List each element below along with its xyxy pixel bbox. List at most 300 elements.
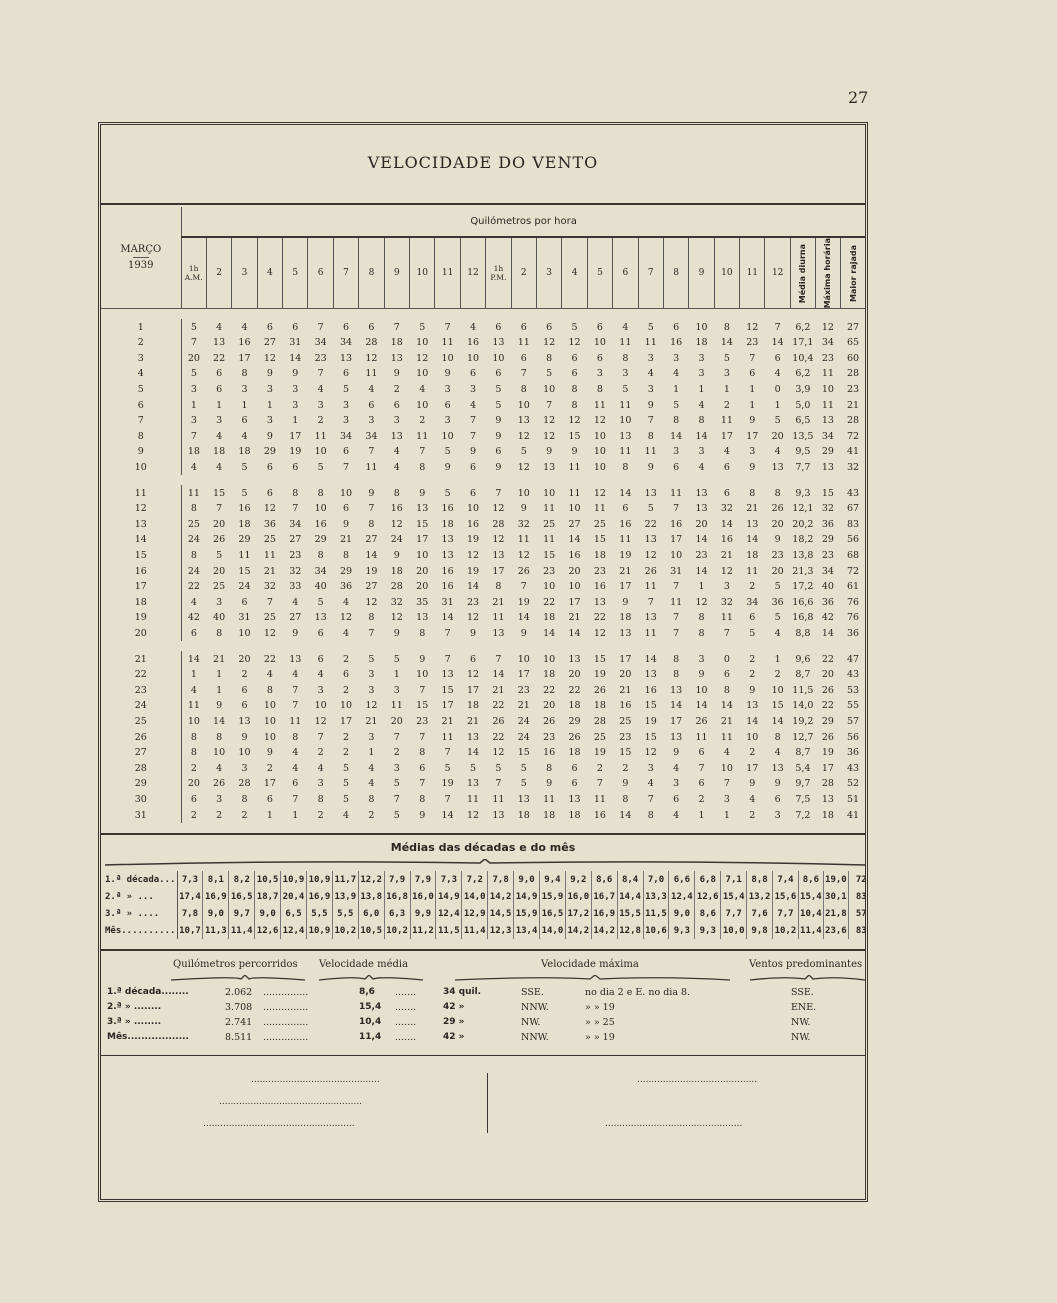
hour-value: 32 [517, 518, 530, 530]
hour-value: 9 [495, 430, 502, 442]
hour-value: 11 [441, 337, 454, 349]
hour-value: 10 [746, 731, 759, 743]
hour-value: 14 [441, 809, 454, 821]
hour-value: 34 [746, 596, 759, 608]
max-gust: 83 [846, 518, 860, 530]
spacer-row [101, 309, 866, 320]
hour-value: 2 [241, 669, 248, 681]
hour-value: 14 [568, 534, 581, 546]
hour-value: 34 [365, 430, 378, 442]
hour-value: 13 [441, 550, 454, 562]
hour-value: 8 [546, 352, 553, 364]
hour-value: 14 [670, 430, 683, 442]
hour-value: 14 [771, 715, 784, 727]
average-value: 9,0 [514, 871, 540, 888]
day-number: 30 [101, 792, 181, 808]
hour-value: 13 [492, 550, 505, 562]
average-mean: 8,6 [798, 871, 823, 888]
summary-header: Velocidade máxima [541, 959, 639, 970]
hour-value: 9 [444, 462, 451, 474]
day-number: 22 [101, 667, 181, 683]
hour-value: 7 [419, 731, 426, 743]
hour-header: 12 [765, 237, 790, 309]
average-max: 23,6 [823, 922, 848, 939]
hour-value: 16 [670, 337, 683, 349]
hour-value: 4 [647, 368, 654, 380]
hour-value: 4 [673, 809, 680, 821]
hour-value: 13 [238, 715, 251, 727]
hour-value: 6 [292, 321, 299, 333]
hour-value: 7 [723, 627, 730, 639]
hourly-max: 29 [821, 715, 834, 727]
hour-value: 19 [517, 596, 530, 608]
hour-value: 1 [292, 809, 299, 821]
average-value: 13,8 [358, 888, 384, 905]
hour-value: 11 [441, 731, 454, 743]
table-row [101, 729, 866, 745]
summary-row-label: Mês.................. [107, 1032, 189, 1042]
average-value: 12,2 [358, 871, 384, 888]
hour-value: 2 [190, 809, 197, 821]
day-number: 4 [101, 366, 181, 382]
hour-value: 7 [419, 684, 426, 696]
hour-value: 36 [339, 581, 353, 593]
hour-value: 7 [190, 430, 197, 442]
hour-value: 3 [343, 399, 350, 411]
daily-mean: 11,5 [792, 684, 814, 696]
hour-value: 13 [466, 731, 480, 743]
hour-header: 7 [333, 237, 358, 309]
hour-value: 10 [492, 352, 505, 364]
table-row [101, 397, 866, 413]
hour-value: 13 [416, 503, 429, 515]
hour-value: 8 [393, 487, 400, 499]
hour-value: 5 [190, 321, 197, 333]
hour-value: 7 [774, 321, 781, 333]
hour-header: 5 [283, 237, 308, 309]
hour-header: 1h A.M. [181, 237, 206, 309]
hourly-max: 13 [821, 415, 834, 427]
hour-value: 16 [670, 518, 683, 530]
hour-value: 7 [292, 684, 299, 696]
hour-value: 6 [596, 321, 603, 333]
hour-value: 10 [238, 627, 251, 639]
divider [101, 949, 865, 951]
hour-value: 23 [746, 337, 759, 349]
hour-value: 9 [546, 446, 553, 458]
hour-value: 2 [749, 747, 756, 759]
hour-value: 8 [368, 518, 375, 530]
hourly-max: 26 [821, 731, 834, 743]
hour-value: 15 [441, 684, 454, 696]
day-number: 9 [101, 444, 181, 460]
average-value: 8,8 [747, 871, 773, 888]
table-row [101, 667, 866, 683]
average-value: 16,9 [591, 905, 617, 922]
hour-value: 6 [469, 487, 477, 499]
hour-value: 24 [390, 534, 403, 546]
hour-header: 11 [435, 237, 460, 309]
max-gust: 67 [846, 503, 860, 515]
hour-value: 22 [187, 581, 200, 593]
brace-rule [105, 859, 865, 867]
hourly-max: 17 [821, 762, 834, 774]
hour-value: 7 [520, 581, 527, 593]
hour-value: 6 [368, 321, 375, 333]
hour-value: 12 [517, 550, 530, 562]
km-travelled: 2.741 [225, 1017, 253, 1028]
hour-value: 3 [216, 793, 223, 805]
hour-value: 2 [749, 669, 756, 681]
table-row [101, 319, 866, 335]
hour-value: 3 [216, 415, 223, 427]
max-speed-day: » » 19 [585, 1032, 615, 1043]
hour-value: 3 [444, 415, 451, 427]
hour-value: 13 [314, 612, 327, 624]
hour-value: 9 [749, 778, 756, 790]
hour-value: 8 [292, 731, 299, 743]
average-value: 17,2 [565, 905, 591, 922]
daily-mean: 12,7 [792, 731, 814, 743]
hour-value: 13 [644, 612, 657, 624]
average-gust: 57 [855, 908, 867, 919]
hour-value: 9 [241, 731, 248, 743]
hour-value: 16 [238, 503, 251, 515]
hour-value: 14 [695, 565, 708, 577]
hour-value: 3 [673, 778, 680, 790]
average-value: 13,2 [747, 888, 773, 905]
average-value: 5,5 [306, 905, 332, 922]
hour-value: 10 [314, 700, 327, 712]
hour-value: 3 [266, 384, 273, 396]
hour-value: 13 [568, 653, 581, 665]
hour-value: 22 [492, 731, 505, 743]
hour-value: 25 [619, 715, 632, 727]
dot-leader: .......................................... [637, 1075, 758, 1085]
hour-value: 14 [517, 612, 530, 624]
hour-value: 5 [368, 653, 375, 665]
hour-header: 6 [613, 237, 638, 309]
hour-value: 36 [263, 518, 276, 530]
average-value: 15,5 [617, 905, 643, 922]
hour-value: 11 [543, 503, 556, 515]
table-row [101, 807, 866, 823]
hour-value: 12 [568, 337, 581, 349]
hour-value: 8 [698, 627, 705, 639]
hour-value: 3 [749, 446, 756, 458]
hour-value: 10 [695, 321, 708, 333]
hour-value: 9 [266, 430, 273, 442]
dot-leader: ..................................................... [203, 1119, 355, 1129]
hour-value: 4 [393, 462, 400, 474]
max-speed: 34 quil. [443, 987, 482, 997]
hour-header: 8 [663, 237, 688, 309]
hour-value: 12 [263, 352, 276, 364]
day-number: 28 [101, 760, 181, 776]
hour-value: 16 [466, 337, 480, 349]
hour-value: 5 [723, 352, 730, 364]
hour-value: 14 [695, 700, 708, 712]
hour-value: 12 [365, 352, 378, 364]
hour-value: 8 [622, 462, 629, 474]
hourly-max: 34 [821, 565, 834, 577]
hour-value: 11 [670, 487, 683, 499]
hour-value: 6 [749, 368, 756, 380]
hour-value: 13 [466, 778, 480, 790]
hour-value: 42 [187, 612, 200, 624]
hourly-max: 40 [821, 581, 834, 593]
hour-value: 21 [517, 700, 530, 712]
hour-value: 9 [343, 518, 350, 530]
hour-value: 21 [263, 565, 276, 577]
spacer [101, 823, 866, 833]
hour-value: 14 [695, 430, 708, 442]
hour-value: 8 [723, 321, 730, 333]
hour-value: 11 [593, 399, 606, 411]
max-direction: SSE. [521, 987, 544, 998]
hour-value: 34 [339, 430, 353, 442]
max-gust: 32 [846, 462, 860, 474]
extra-col-header [790, 237, 815, 309]
max-gust: 51 [846, 793, 860, 805]
hour-value: 6 [723, 487, 730, 499]
hourly-max: 13 [821, 793, 834, 805]
hour-header: 4 [562, 237, 587, 309]
hour-value: 27 [568, 518, 581, 530]
hour-value: 15 [543, 550, 556, 562]
hour-value: 17 [746, 762, 759, 774]
hourly-max: 23 [821, 550, 834, 562]
hour-value: 13 [593, 596, 606, 608]
hour-value: 16 [720, 534, 733, 546]
hour-value: 11 [593, 503, 606, 515]
daily-mean: 18,2 [792, 534, 814, 546]
average-value: 15,9 [539, 888, 565, 905]
hour-value: 13 [441, 669, 454, 681]
average-value: 9,0 [669, 905, 695, 922]
hour-value: 12 [746, 321, 759, 333]
daily-mean: 8,8 [795, 627, 811, 639]
average-value: 12,4 [669, 888, 695, 905]
hourly-max: 34 [821, 337, 834, 349]
hour-value: 9 [647, 462, 654, 474]
average-value: 6,6 [669, 871, 695, 888]
hour-value: 11 [644, 446, 657, 458]
average-value: 9,4 [539, 871, 565, 888]
hour-value: 26 [213, 534, 226, 546]
page-title: VELOCIDADE DO VENTO [367, 153, 599, 172]
dot-leader: ............... [263, 987, 309, 998]
hour-value: 10 [187, 715, 200, 727]
max-direction: NNW. [521, 1032, 549, 1043]
day-number: 3 [101, 351, 181, 367]
hour-value: 20 [238, 653, 251, 665]
km-travelled: 2.062 [225, 987, 253, 998]
hour-value: 1 [190, 669, 197, 681]
hour-value: 4 [317, 669, 324, 681]
hourly-max: 29 [821, 446, 834, 458]
averages-table [105, 871, 874, 939]
hour-value: 10 [263, 715, 276, 727]
hour-value: 3 [393, 684, 400, 696]
hour-value: 2 [749, 809, 756, 821]
hour-value: 10 [314, 446, 327, 458]
hour-value: 3 [647, 352, 654, 364]
hour-value: 7 [266, 596, 273, 608]
hour-value: 1 [698, 809, 705, 821]
average-value: 17,4 [177, 888, 203, 905]
max-gust: 41 [846, 446, 860, 458]
hour-value: 6 [673, 462, 680, 474]
daily-mean: 6,2 [795, 368, 811, 380]
hour-value: 10 [568, 581, 581, 593]
average-value: 12,4 [436, 905, 462, 922]
hour-value: 12 [593, 487, 606, 499]
daily-mean: 5,4 [795, 762, 811, 774]
average-value: 8,2 [229, 871, 255, 888]
hour-value: 10 [441, 430, 454, 442]
hour-value: 7 [317, 731, 324, 743]
average-value: 16,5 [539, 905, 565, 922]
hour-value: 14 [466, 747, 480, 759]
hour-value: 15 [771, 700, 784, 712]
hour-value: 8 [343, 550, 350, 562]
hour-value: 4 [673, 368, 680, 380]
hour-value: 7 [292, 793, 299, 805]
day-number: 15 [101, 548, 181, 564]
summary-row-label: 2.ª » ........ [107, 1002, 162, 1012]
hour-value: 6 [495, 446, 502, 458]
hour-value: 11 [314, 430, 327, 442]
average-value: 10,5 [255, 871, 281, 888]
average-row [105, 905, 874, 922]
table-row [101, 366, 866, 382]
day-number: 18 [101, 595, 181, 611]
hour-value: 29 [263, 446, 276, 458]
hour-value: 7 [673, 627, 680, 639]
hour-value: 3 [723, 581, 730, 593]
hour-value: 5 [520, 762, 527, 774]
hour-value: 10 [238, 747, 251, 759]
average-value: 16,8 [384, 888, 410, 905]
hour-value: 26 [213, 778, 226, 790]
hour-value: 7 [444, 793, 451, 805]
max-gust: 43 [846, 762, 860, 774]
hour-value: 21 [213, 653, 226, 665]
hour-value: 12 [593, 627, 606, 639]
hour-value: 34 [339, 337, 353, 349]
hour-value: 27 [289, 612, 302, 624]
hour-value: 21 [720, 715, 733, 727]
hourly-max: 13 [821, 462, 834, 474]
hour-value: 17 [670, 534, 683, 546]
daily-mean: 16,6 [792, 596, 814, 608]
hour-value: 3 [317, 399, 324, 411]
hour-value: 4 [469, 321, 477, 333]
hour-header: 10 [410, 237, 435, 309]
hour-value: 9 [698, 669, 705, 681]
average-value: 12,4 [281, 922, 307, 939]
hour-value: 2 [190, 762, 197, 774]
hour-value: 6 [596, 352, 603, 364]
hour-value: 11 [365, 368, 378, 380]
hour-value: 18 [390, 337, 403, 349]
hour-value: 8 [622, 352, 629, 364]
hour-value: 16 [441, 581, 454, 593]
max-gust: 72 [846, 430, 860, 442]
average-value: 10,2 [773, 922, 799, 939]
hour-value: 18 [441, 518, 454, 530]
average-value: 18,7 [255, 888, 281, 905]
hour-header: 7 [638, 237, 663, 309]
hour-value: 20 [771, 565, 784, 577]
hour-value: 19 [593, 669, 606, 681]
hour-header: 9 [689, 237, 714, 309]
max-gust: 76 [846, 612, 860, 624]
summary-header: Quilómetros percorridos [173, 959, 298, 970]
hour-value: 19 [466, 565, 480, 577]
hour-value: 29 [238, 534, 251, 546]
hour-value: 5 [343, 778, 350, 790]
average-label: 1.ª década... [105, 871, 177, 888]
hour-value: 4 [190, 462, 197, 474]
hour-value: 5 [444, 487, 451, 499]
average-value: 14,0 [462, 888, 488, 905]
hour-value: 12 [263, 503, 276, 515]
hour-value: 19 [593, 747, 606, 759]
hour-value: 9 [419, 653, 426, 665]
hour-value: 12 [492, 503, 505, 515]
hour-value: 9 [749, 415, 756, 427]
hour-value: 12 [543, 430, 556, 442]
hour-value: 1 [749, 384, 756, 396]
average-value: 8,1 [203, 871, 229, 888]
mean-speed: 8,6 [359, 987, 375, 997]
hour-value: 19 [289, 446, 302, 458]
hour-value: 10 [593, 462, 606, 474]
hour-value: 8 [622, 793, 629, 805]
hour-value: 20 [416, 581, 429, 593]
hour-value: 8 [190, 550, 197, 562]
hour-value: 10 [593, 337, 606, 349]
year-label: 1939 [128, 260, 154, 272]
hour-value: 13 [670, 684, 683, 696]
hour-value: 7 [444, 321, 451, 333]
average-value: 13,9 [332, 888, 358, 905]
hour-value: 18 [543, 612, 556, 624]
max-speed: 42 » [443, 1032, 465, 1042]
hour-value: 14 [746, 715, 759, 727]
summary-header: Ventos predominantes [749, 959, 863, 970]
hour-value: 8 [749, 487, 756, 499]
hour-value: 27 [365, 534, 378, 546]
average-value: 16,7 [591, 888, 617, 905]
max-gust: 72 [846, 565, 860, 577]
hour-value: 2 [393, 747, 400, 759]
hour-value: 8 [190, 503, 197, 515]
hourly-max: 14 [821, 627, 834, 639]
average-value: 12,6 [695, 888, 721, 905]
hour-value: 18 [695, 337, 708, 349]
hour-value: 2 [723, 399, 730, 411]
hour-value: 9 [622, 596, 629, 608]
hour-value: 3 [292, 384, 299, 396]
hour-value: 25 [543, 518, 556, 530]
hour-value: 8 [698, 415, 705, 427]
hour-value: 15 [213, 487, 226, 499]
hour-value: 34 [314, 565, 327, 577]
hour-value: 14 [619, 809, 632, 821]
